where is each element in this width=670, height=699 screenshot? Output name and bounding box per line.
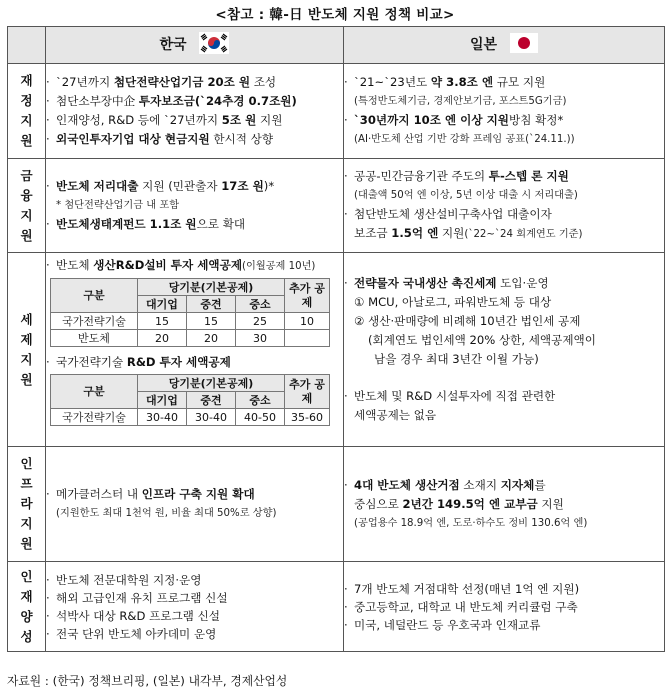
list-item: · 첨단반도체 생산설비구축사업 대출이자 [344,207,552,221]
category-tax: 세 제 지 원 [8,253,46,447]
korea-finance [46,64,344,159]
japan-tax: · 전략물자 국내생산 촉진세제 도입·운영 ① MCU, 아날로그, 파워반도체 등 대상 ② 생산·판매량에 비례해 10년간 법인세 공제 (회계연도 법인세액 20% 상한, 세액공제액이 남을 경우 최대 3년간 이월 가능) · 반도체 및 R&D 시설투자에 직접 관련한 세액공제는 없음 [344,253,665,447]
list-item: · 메가클러스터 내 인프라 구축 지원 확대 [46,487,255,501]
japan-talent [344,562,665,652]
list-item: · 전략물자 국내생산 촉진세제 도입·운영 [344,276,549,290]
japan-finance: · `21~`23년도 약 3.8조 엔 규모 지원 (특정반도체기금, 경제안보기금, 포스트5G기금) · `30년까지 10조 엔 이상 지원방침 확정* (AI·반도체 산업 기반 강화 프레임 공표(`24.11.)) [344,64,665,159]
page-title: <참고 : 韓-日 반도체 지원 정책 비교> [215,7,455,23]
japan-infra: · 4대 반도체 생산거점 소재지 지자체를 중심으로 2년간 149.5억 엔 교부금 지원 (공업용수 18.9억 엔, 도로·하수도 정비 130.6억 엔) [344,447,665,562]
table-row: 반도체 20 20 30 [51,330,330,347]
source-note: 자료원 : (한국) 정책브리핑, (일본) 내각부, 경제산업성 [7,674,288,688]
category-infra: 인 프 라 지 원 [8,447,46,562]
list-item: · 반도체생태계펀드 1.1조 원으로 확대 [46,217,246,231]
row-finance [8,64,665,159]
korea-financing: · 반도체 저리대출 지원 (민관출자 17조 원)* * 첨단전략산업기금 내 포함 · 반도체생태계펀드 1.1조 원으로 확대 [46,159,344,253]
korea-infra: · 메가클러스터 내 인프라 구축 지원 확대 (지원한도 최대 1천억 원, 비율 최대 50%로 상향) [46,447,344,562]
list-item: · 반도체 생산R&D설비 투자 세액공제(이월공제 10년) [46,258,316,272]
list-item: · 전국 단위 반도체 아카데미 운영 [46,626,217,641]
category-talent: 인 재 양 성 [8,562,46,652]
comparison-table [7,26,665,652]
row-financing [8,159,665,253]
list-item: · 공공-민간금융기관 주도의 투-스텝 론 지원 [344,169,569,183]
list-item: · `21~`23년도 약 3.8조 엔 규모 지원 [344,75,546,89]
list-item: · 4대 반도체 생산거점 소재지 지자체를 [344,477,546,492]
list-item: · 7개 반도체 거점대학 선정(매년 1억 엔 지원) [344,581,580,596]
list-item: · 외국인투자기업 대상 현금지원 한시적 상향 [46,132,274,146]
list-item: · 해외 고급인재 유치 프로그램 신설 [46,590,228,605]
row-infra [8,447,665,562]
list-item: · 첨단소부장中企 투자보조금(`24추경 0.7조원) [46,94,297,108]
japan-flag-icon [510,33,538,57]
japan-financing: · 공공-민간금융기관 주도의 투-스텝 론 지원 (대출액 50억 엔 이상, 5년 이상 대출 시 저리대출) · 첨단반도체 생산설비구축사업 대출이자 보조금 1.5억 엔 지원(`22~`24 회계연도 기준) [344,159,665,253]
tax-credit-table-production: 구분 당기분(기본공제) 추가 공제 대기업 중견 중소 국가전략기술 15 15 25 10 반도체 20 20 30 [50,278,330,347]
list-item: · `30년까지 10조 엔 이상 지원방침 확정* [344,113,564,127]
list-item: · 석박사 대상 R&D 프로그램 신설 [46,608,220,623]
list-item: · 반도체 전문대학원 지정·운영 [46,572,202,587]
table-row: 국가전략기술 15 15 25 10 [51,313,330,330]
japan-header: 일본 [344,27,665,64]
table-row: 국가전략기술 30-40 30-40 40-50 35-60 [51,409,330,426]
header-row [8,27,665,64]
korea-tax [46,253,344,447]
list-item: · 중고등학교, 대학교 내 반도체 커리큘럼 구축 [344,599,578,614]
category-financing: 금 융 지 원 [8,159,46,253]
row-tax [8,253,665,447]
list-item: · 미국, 네덜란드 등 우호국과 인재교류 [344,617,541,632]
korea-talent [46,562,344,652]
list-item: · 반도체 저리대출 지원 (민관출자 17조 원)* [46,179,275,193]
category-finance: 재 정 지 원 [8,64,46,159]
list-item: · 국가전략기술 R&D 투자 세액공제 [46,355,231,369]
row-talent [8,562,665,652]
list-item: · 인재양성, R&D 등에 `27년까지 5조 원 지원 [46,113,283,127]
list-item: · 반도체 및 R&D 시설투자에 직접 관련한 [344,389,556,403]
tax-credit-table-rnd: 구분 당기분(기본공제) 추가 공제 대기업 중견 중소 국가전략기술 30-40 30-40 40-50 35-60 [50,374,330,426]
korea-header: 한국 [46,27,344,64]
list-item: · `27년까지 첨단전략산업기금 20조 원 조성 [46,75,277,89]
korea-flag-icon [199,32,229,58]
